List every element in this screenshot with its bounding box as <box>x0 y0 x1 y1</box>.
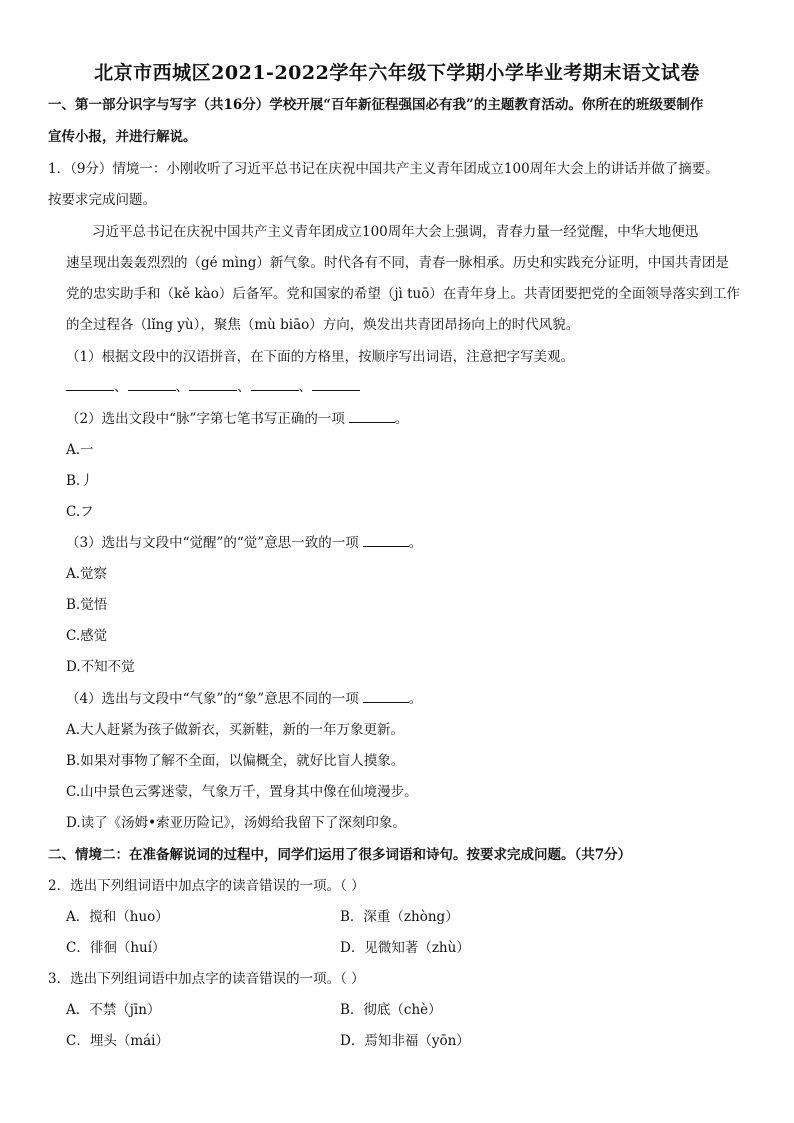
answer-blank[interactable] <box>363 534 409 547</box>
blank-separator: 、 <box>298 379 312 395</box>
q1-stem-line1: 1．（9分）情境一：小刚收听了习近平总书记在庆祝中国共产主义青年团成立100周年大会上的讲话并做了摘要。 <box>48 161 719 177</box>
q3-option-a: A．不禁（jīn） <box>66 1002 161 1018</box>
q1-sub3-text: （3）选出与文段中“觉醒”的“觉”意思一致的一项 <box>66 535 359 551</box>
answer-blank[interactable] <box>349 410 395 423</box>
blank-separator: 、 <box>175 379 189 395</box>
section2-heading: 二、情境二：在准备解说词的过程中，同学们运用了很多词语和诗句。按要求完成问题。（共7分） <box>48 847 632 863</box>
option-c: C.フ <box>66 504 94 520</box>
q3-option-d: D．焉知非福（yōn） <box>340 1033 470 1049</box>
option-a: A.大人赶紧为孩子做新衣，买新鞋，新的一年万象更新。 <box>66 722 405 738</box>
option-c: C.山中景色云雾迷蒙，气象万千，置身其中像在仙境漫步。 <box>66 784 418 800</box>
option-c: C.感觉 <box>66 628 108 644</box>
option-d: D.读了《汤姆•索亚历险记》，汤姆给我留下了深刻印象。 <box>66 815 406 831</box>
q2-option-c: C．徘徊（huí） <box>66 940 166 956</box>
q1-sub4-end: 。 <box>408 691 423 707</box>
answer-blank[interactable] <box>312 378 360 391</box>
option-a: A.觉察 <box>66 566 108 582</box>
section1-heading-line2: 宣传小报，并进行解说。 <box>48 129 197 145</box>
q1-sub2-text: （2）选出文段中“脉”字第七笔书写正确的一项 <box>66 411 345 427</box>
q1-sub1-answer-blanks[interactable] <box>66 378 360 396</box>
q3-option-c: C．埋头（mái） <box>66 1033 169 1049</box>
q1-passage-line3: 党的忠实助手和（kě kào）后备军。党和国家的希望（jì tuō）在青年身上。共青团要把党的全面领导落实到工作 <box>66 286 740 302</box>
q1-sub3-end: 。 <box>408 535 423 551</box>
answer-blank[interactable] <box>189 378 237 391</box>
blank-separator: 、 <box>237 379 251 395</box>
section1-heading-line1: 一、第一部分识字与写字（共16分）学校开展“百年新征程强国必有我”的主题教育活动。你所在的班级要制作 <box>48 97 704 113</box>
answer-blank[interactable] <box>128 378 176 391</box>
q3-stem: 3．选出下列组词语中加点字的读音错误的一项。（ ） <box>48 971 365 987</box>
option-b: B.丿 <box>66 473 94 489</box>
q1-sub2-end: 。 <box>394 411 409 427</box>
option-a: A.一 <box>66 442 94 458</box>
q1-passage-line2: 速呈现出轰轰烈烈的（gé mìng）新气象。时代各有不同，青春一脉相承。历史和实践充分证明，中国共青团是 <box>66 255 729 271</box>
answer-blank[interactable] <box>66 378 114 391</box>
q2-stem: 2．选出下列组词语中加点字的读音错误的一项。（ ） <box>48 878 365 894</box>
q1-sub2 <box>66 410 408 428</box>
q1-passage-line1: 习近平总书记在庆祝中国共产主义青年团成立100周年大会上强调，青春力量一经觉醒，中华大地便迅 <box>92 224 699 240</box>
blank-separator: 、 <box>114 379 128 395</box>
option-d: D.不知不觉 <box>66 659 135 675</box>
option-b: B.觉悟 <box>66 597 108 613</box>
q2-option-b: B．深重（zhòng） <box>340 909 459 925</box>
exam-title: 北京市西城区2021-2022学年六年级下学期小学毕业考期末语文试卷 <box>94 62 700 84</box>
q2-option-d: D．见微知著（zhù） <box>340 940 470 956</box>
q1-sub1: （1）根据文段中的汉语拼音，在下面的方格里，按顺序写出词语，注意把字写美观。 <box>66 349 575 365</box>
q1-stem-line2: 按要求完成问题。 <box>48 192 156 208</box>
option-b: B.如果对事物了解不全面，以偏概全，就好比盲人摸象。 <box>66 753 405 769</box>
answer-blank[interactable] <box>363 690 409 703</box>
q2-option-a: A．搅和（huo） <box>66 909 169 925</box>
q1-sub3 <box>66 534 422 552</box>
q1-passage-line4: 的全过程各（lǐng yù），聚焦（mù biāo）方向，焕发出共青团昂扬向上的时代风貌。 <box>66 317 580 333</box>
q1-sub4-text: （4）选出与文段中“气象”的“象”意思不同的一项 <box>66 691 359 707</box>
answer-blank[interactable] <box>251 378 299 391</box>
q3-option-b: B．彻底（chè） <box>340 1002 442 1018</box>
q1-sub4 <box>66 690 422 708</box>
